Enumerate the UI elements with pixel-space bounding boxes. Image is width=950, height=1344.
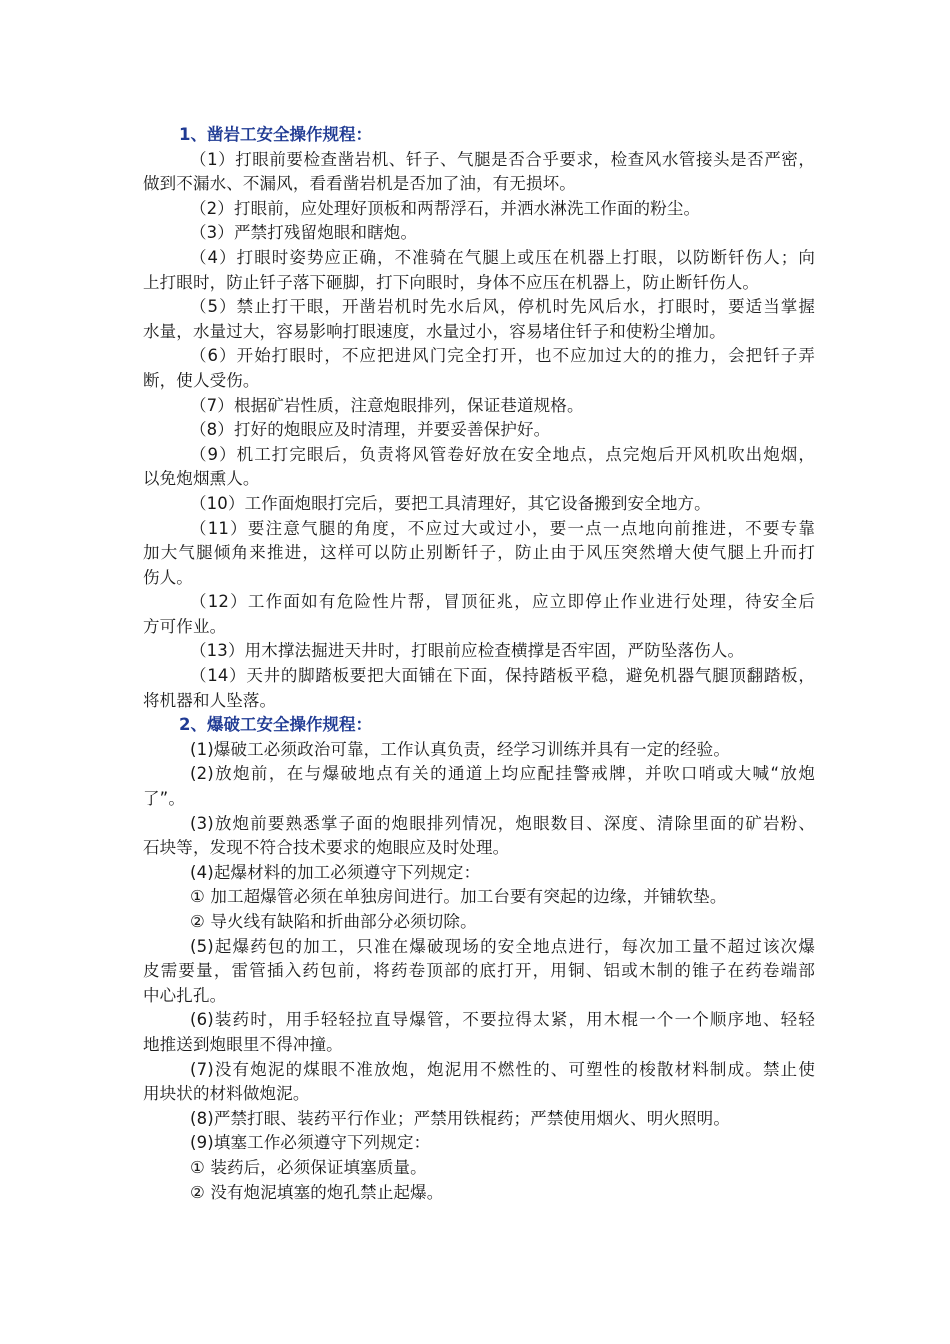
paragraph-line: (4)起爆材料的加工必须遵守下列规定： [190, 862, 481, 882]
paragraph-line: (6)装药时，用手轻轻拉直导爆管，不要拉得太紧，用木棍一个一个顺序地、轻轻 [190, 1010, 815, 1030]
paragraph-line: 以免炮烟熏人。 [143, 469, 260, 489]
paragraph-line: 方可作业。 [143, 616, 227, 636]
paragraph-line: 地推送到炮眼里不得冲撞。 [143, 1034, 343, 1054]
paragraph-line: ② 导火线有缺陷和折曲部分必须切除。 [190, 912, 477, 931]
paragraph-line: (9)填塞工作必须遵守下列规定： [190, 1133, 431, 1153]
paragraph-line: (1)爆破工必须政治可靠，工作认真负责，经学习训练并具有一定的经验。 [190, 739, 730, 759]
paragraph-line: (2)放炮前，在与爆破地点有关的通道上均应配挂警戒牌，并吹口哨或大喊“放炮 [190, 764, 815, 784]
paragraph-line: 皮需要量，雷管插入药包前，将药卷顶部的底打开，用铜、铝或木制的锥子在药卷端部 [143, 961, 815, 981]
section-blaster-rules [143, 738, 815, 1205]
paragraph-line: （2）打眼前，应处理好顶板和两帮浮石，并洒水淋洗工作面的粉尘。 [190, 198, 701, 218]
paragraph-line: （13）用木撑法掘进天井时，打眼前应检查横撑是否牢固，严防坠落伤人。 [190, 641, 745, 661]
paragraph-line: 用块状的材料做炮泥。 [143, 1084, 310, 1104]
paragraph-line: （8）打好的炮眼应及时清理，并要妥善保护好。 [190, 420, 551, 440]
paragraph-line: 加大气腿倾角来推进，这样可以防止别断钎子，防止由于风压突然增大使气腿上升而打 [143, 543, 815, 563]
paragraph-line: ① 装药后，必须保证填塞质量。 [190, 1157, 427, 1177]
paragraph-line: (7)没有炮泥的煤眼不准放炮，炮泥用不燃性的、可塑性的梭散材料制成。禁止使 [190, 1059, 815, 1079]
section-rock-driller-rules [143, 148, 815, 714]
paragraph-line: 做到不漏水、不漏风，看看凿岩机是否加了油，有无损坏。 [143, 174, 576, 194]
paragraph-line: （12）工作面如有危险性片帮，冒顶征兆，应立即停止作业进行处理，待安全后 [190, 592, 815, 612]
paragraph-line: （6）开始打眼时，不应把进风门完全打开，也不应加过大的的推力，会把钎子弄 [190, 346, 815, 366]
paragraph-line: ① 加工超爆管必须在单独房间进行。加工台要有突起的边缘，并铺软垫。 [190, 887, 727, 907]
paragraph-line: （7）根据矿岩性质，注意炮眼排列，保证巷道规格。 [190, 395, 584, 415]
paragraph-line: 将机器和人坠落。 [143, 690, 277, 710]
paragraph-line: (3)放炮前要熟悉掌子面的炮眼排列情况，炮眼数目、深度、清除里面的矿岩粉、 [190, 813, 815, 833]
paragraph-line: （10）工作面炮眼打完后，要把工具清理好，其它设备搬到安全地方。 [190, 493, 711, 513]
paragraph-line: 伤人。 [143, 567, 193, 587]
paragraph-line: 水量，水量过大，容易影响打眼速度，水量过小，容易堵住钎子和使粉尘增加。 [143, 321, 726, 341]
paragraph-line: 石块等，发现不符合技术要求的炮眼应及时处理。 [143, 838, 510, 858]
paragraph-line: （14）天井的脚踏板要把大面铺在下面，保持踏板平稳，避免机器气腿顶翻踏板， [190, 666, 815, 686]
paragraph-line: 中心扎孔。 [143, 985, 227, 1005]
document-body [143, 123, 815, 1205]
section-heading-blaster: 2、爆破工安全操作规程： [179, 715, 372, 735]
section-heading-rock-driller: 1、凿岩工安全操作规程： [179, 125, 372, 144]
paragraph-line: （9）机工打完眼后，负责将风管卷好放在安全地点，点完炮后开风机吹出炮烟， [190, 444, 815, 464]
paragraph-line: 上打眼时，防止钎子落下砸脚，打下向眼时，身体不应压在机器上，防止断钎伤人。 [143, 272, 760, 292]
paragraph-line: （4）打眼时姿势应正确，不准骑在气腿上或压在机器上打眼，以防断钎伤人；向 [190, 247, 815, 267]
paragraph-line: 了”。 [143, 789, 185, 809]
paragraph-line: (8)严禁打眼、装药平行作业；严禁用铁棍药；严禁使用烟火、明火照明。 [190, 1108, 730, 1128]
paragraph-line: （3）严禁打残留炮眼和瞎炮。 [190, 223, 418, 243]
paragraph-line: （5）禁止打干眼，开凿岩机时先水后风，停机时先风后水，打眼时，要适当掌握 [190, 297, 815, 317]
paragraph-line: 断，使人受伤。 [143, 370, 260, 390]
paragraph-line: (5)起爆药包的加工，只准在爆破现场的安全地点进行，每次加工量不超过该次爆 [190, 936, 815, 956]
paragraph-line: （11）要注意气腿的角度，不应过大或过小，要一点一点地向前推进，不要专靠 [190, 518, 815, 538]
paragraph-line: （1）打眼前要检查凿岩机、钎子、气腿是否合乎要求，检查风水管接头是否严密， [190, 149, 815, 169]
paragraph-line: ② 没有炮泥填塞的炮孔禁止起爆。 [190, 1182, 444, 1202]
